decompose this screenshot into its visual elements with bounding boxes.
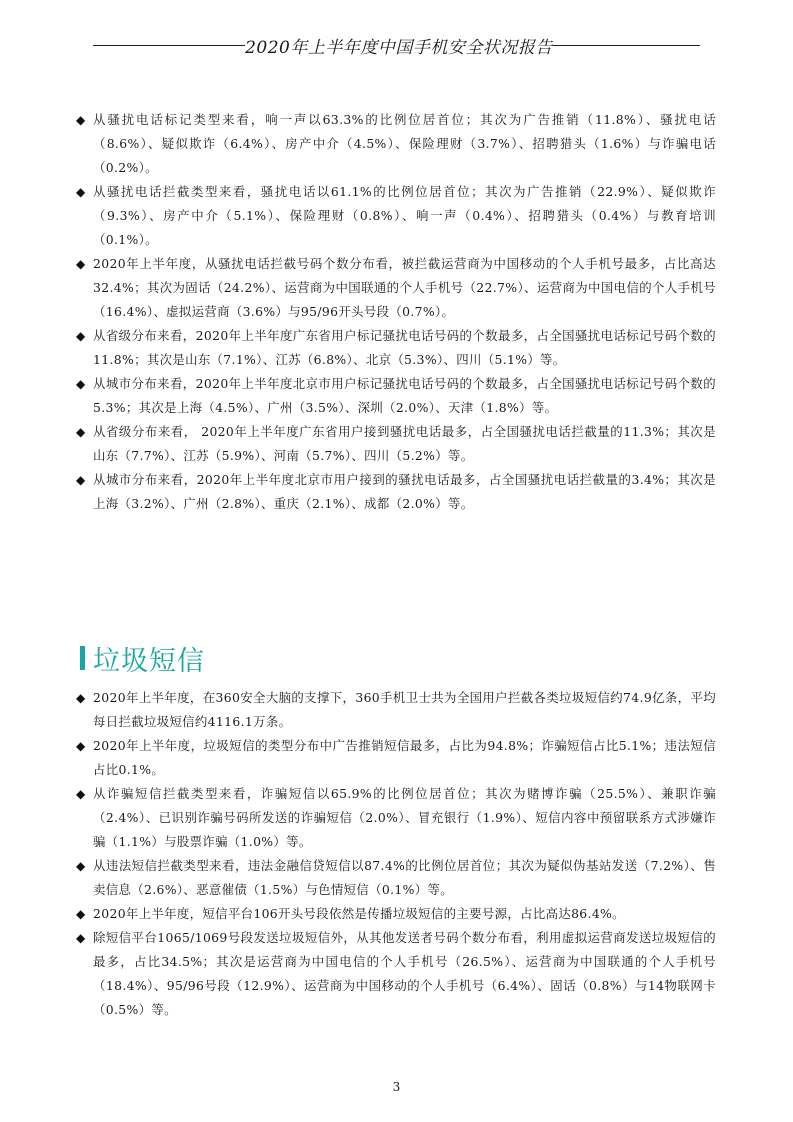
list-item: ◆ 从诈骗短信拦截类型来看，诈骗短信以65.9%的比例位居首位；其次为赌博诈骗（25.5%）、兼职诈骗（2.4%）、已识别诈骗号码所发送的诈骗短信（2.0%）、冒充银行（1.9%）、短信内容中预留联系方式涉嫌诈骗（1.1%）与股票诈骗（1.0%）等。 xyxy=(76,782,716,854)
diamond-bullet-icon: ◆ xyxy=(76,257,86,271)
list-item: ◆ 除短信平台1065/1069号段发送垃圾短信外，从其他发送者号码个数分布看，利用虚拟运营商发送垃圾短信的最多，占比34.5%；其次是运营商为中国电信的个人手机号（26.5%）、运营商为中国联通的个人手机号（18.4%）、95/96号段（12.9%）、运营商为中国移动的个人手机号（6.4%）、固话（0.8%）与14物联网卡（0.5%）等。 xyxy=(76,926,716,1022)
page-header xyxy=(93,32,700,60)
spam-sms-findings-list xyxy=(76,686,716,1022)
page-number: 3 xyxy=(392,1080,401,1094)
list-item: ◆ 从违法短信拦截类型来看，违法金融信贷短信以87.4%的比例位居首位；其次为疑似伪基站发送（7.2%）、售卖信息（2.6%）、恶意催债（1.5%）与色情短信（0.1%）等。 xyxy=(76,854,716,902)
section-heading-spam-sms xyxy=(80,640,205,676)
diamond-bullet-icon: ◆ xyxy=(76,691,86,705)
list-item: ◆ 从省级分布来看， 2020年上半年度广东省用户接到骚扰电话最多，占全国骚扰电话拦截量的11.3%；其次是山东（7.7%）、江苏（5.9%）、河南（5.7%）、四川（5.2%）等。 xyxy=(76,420,716,468)
list-item: ◆ 从城市分布来看，2020年上半年度北京市用户标记骚扰电话号码的个数最多，占全国骚扰电话标记号码个数的5.3%；其次是上海（4.5%）、广州（3.5%）、深圳（2.0%）、天津（1.8%）等。 xyxy=(76,372,716,420)
header-rule-left xyxy=(93,45,245,46)
diamond-bullet-icon: ◆ xyxy=(76,931,86,945)
report-title: 2020年上半年度中国手机安全状况报告 xyxy=(245,38,553,58)
diamond-bullet-icon: ◆ xyxy=(76,473,86,487)
list-item: ◆ 2020年上半年度，在360安全大脑的支撑下，360手机卫士共为全国用户拦截各类垃圾短信约74.9亿条，平均每日拦截垃圾短信约4116.1万条。 xyxy=(76,686,716,734)
list-item: ◆ 2020年上半年度，从骚扰电话拦截号码个数分布看，被拦截运营商为中国移动的个人手机号最多，占比高达32.4%；其次为固话（24.2%）、运营商为中国联通的个人手机号（22.7%）、运营商为中国电信的个人手机号（16.4%）、虚拟运营商（3.6%）与95/96开头号段（0.7%）。 xyxy=(76,252,716,324)
diamond-bullet-icon: ◆ xyxy=(76,113,86,127)
list-item: ◆ 2020年上半年度，垃圾短信的类型分布中广告推销短信最多，占比为94.8%；诈骗短信占比5.1%；违法短信占比0.1%。 xyxy=(76,734,716,782)
list-item: ◆ 从骚扰电话拦截类型来看，骚扰电话以61.1%的比例位居首位；其次为广告推销（22.9%）、疑似欺诈（9.3%）、房产中介（5.1%）、保险理财（0.8%）、响一声（0.4%）、招聘猎头（0.4%）与教育培训（0.1%）。 xyxy=(76,180,716,252)
diamond-bullet-icon: ◆ xyxy=(76,739,86,753)
diamond-bullet-icon: ◆ xyxy=(76,185,86,199)
diamond-bullet-icon: ◆ xyxy=(76,329,86,343)
diamond-bullet-icon: ◆ xyxy=(76,859,86,873)
list-item: ◆ 从骚扰电话标记类型来看，响一声以63.3%的比例位居首位；其次为广告推销（11.8%）、骚扰电话（8.6%）、疑似欺诈（6.4%）、房产中介（4.5%）、保险理财（3.7%）、招聘猎头（1.6%）与诈骗电话（0.2%）。 xyxy=(76,108,716,180)
harassment-call-findings-list xyxy=(76,108,716,516)
list-item: ◆ 从省级分布来看，2020年上半年度广东省用户标记骚扰电话号码的个数最多，占全国骚扰电话标记号码个数的11.8%；其次是山东（7.1%）、江苏（6.8%）、北京（5.3%）、四川（5.1%）等。 xyxy=(76,324,716,372)
section-accent-bar xyxy=(80,646,85,670)
list-item: ◆ 从城市分布来看，2020年上半年度北京市用户接到的骚扰电话最多，占全国骚扰电话拦截量的3.4%；其次是上海（3.2%）、广州（2.8%）、重庆（2.1%）、成都（2.0%）等。 xyxy=(76,468,716,516)
header-rule-right xyxy=(553,45,700,46)
diamond-bullet-icon: ◆ xyxy=(76,425,86,439)
list-item: ◆ 2020年上半年度，短信平台106开头号段依然是传播垃圾短信的主要号源，占比高达86.4%。 xyxy=(76,902,716,926)
diamond-bullet-icon: ◆ xyxy=(76,377,86,391)
section-heading-text: 垃圾短信 xyxy=(93,645,205,677)
diamond-bullet-icon: ◆ xyxy=(76,907,86,921)
diamond-bullet-icon: ◆ xyxy=(76,787,86,801)
